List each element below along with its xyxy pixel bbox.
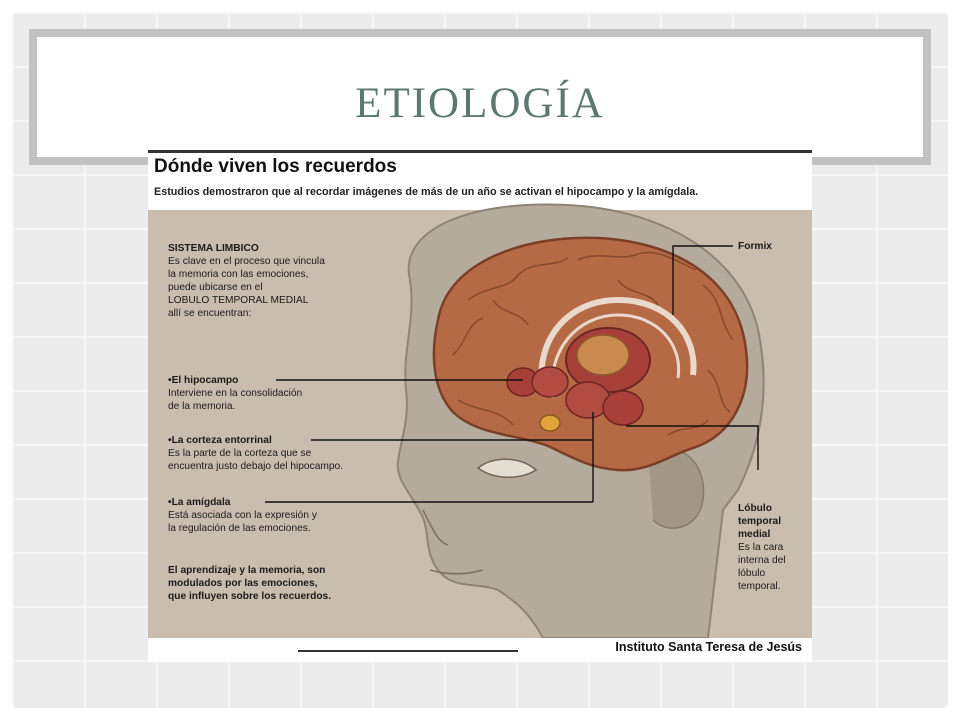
lobulo-heading-line: Lóbulo	[738, 503, 772, 514]
sistema-limbico-line: la memoria con las emociones,	[168, 269, 309, 280]
lobulo-text	[738, 502, 786, 593]
brain-figure	[148, 150, 812, 662]
corteza-line: Es la parte de la corteza que se	[168, 448, 312, 459]
lobulo-line: Es la cara	[738, 542, 784, 553]
hipocampo-heading: •El hipocampo	[168, 375, 239, 386]
conclusion-text	[168, 564, 331, 603]
sistema-limbico-line: allí se encuentran:	[168, 308, 252, 319]
sistema-limbico-line: puede ubicarse en el	[168, 282, 263, 293]
temporal-structure	[603, 391, 643, 425]
footer-rule	[298, 650, 518, 652]
amygdala-shape	[540, 415, 560, 431]
lobulo-line: temporal.	[738, 581, 781, 592]
corteza-line: encuentra justo debajo del hipocampo.	[168, 461, 344, 472]
sistema-limbico-heading: SISTEMA LIMBICO	[168, 243, 259, 254]
figure-footer: Instituto Santa Teresa de Jesús	[615, 640, 802, 654]
lobulo-line: interna del	[738, 555, 786, 566]
top-rule	[148, 150, 812, 153]
formix-label: Formix	[738, 241, 772, 252]
amigdala-line: Está asociada con la expresión y	[168, 510, 317, 521]
amigdala-line: la regulación de las emociones.	[168, 523, 311, 534]
amigdala-heading: •La amígdala	[168, 497, 231, 508]
corteza-heading: •La corteza entorrinal	[168, 435, 272, 446]
conclusion-line: que influyen sobre los recuerdos.	[168, 591, 332, 602]
lobulo-line: lóbulo	[738, 568, 766, 579]
amigdala-text	[168, 496, 317, 535]
conclusion-line: El aprendizaje y la memoria, son	[168, 565, 326, 576]
hipocampo-line: Interviene en la consolidación	[168, 388, 303, 399]
hipocampo-line: de la memoria.	[168, 401, 236, 412]
hippocampus-body	[532, 367, 568, 397]
lobulo-heading-line: medial	[738, 529, 771, 540]
lobulo-heading-line: temporal	[738, 516, 782, 527]
sistema-limbico-line: LOBULO TEMPORAL MEDIAL	[168, 295, 309, 306]
corteza-text	[168, 434, 343, 473]
slide-title: ETIOLOGÍA	[355, 80, 605, 127]
sistema-limbico-line: Es clave en el proceso que vincula	[168, 256, 325, 267]
figure-subtitle: Estudios demostraron que al recordar imágenes de más de un año se activan el hipocampo y la amígdala.	[154, 186, 699, 198]
hipocampo-text	[168, 374, 302, 413]
thalamus-highlight	[577, 335, 629, 375]
figure-title: Dónde viven los recuerdos	[154, 156, 397, 177]
title-box	[29, 29, 931, 165]
conclusion-line: modulados por las emociones,	[168, 578, 318, 589]
sistema-limbico-text	[168, 242, 325, 320]
